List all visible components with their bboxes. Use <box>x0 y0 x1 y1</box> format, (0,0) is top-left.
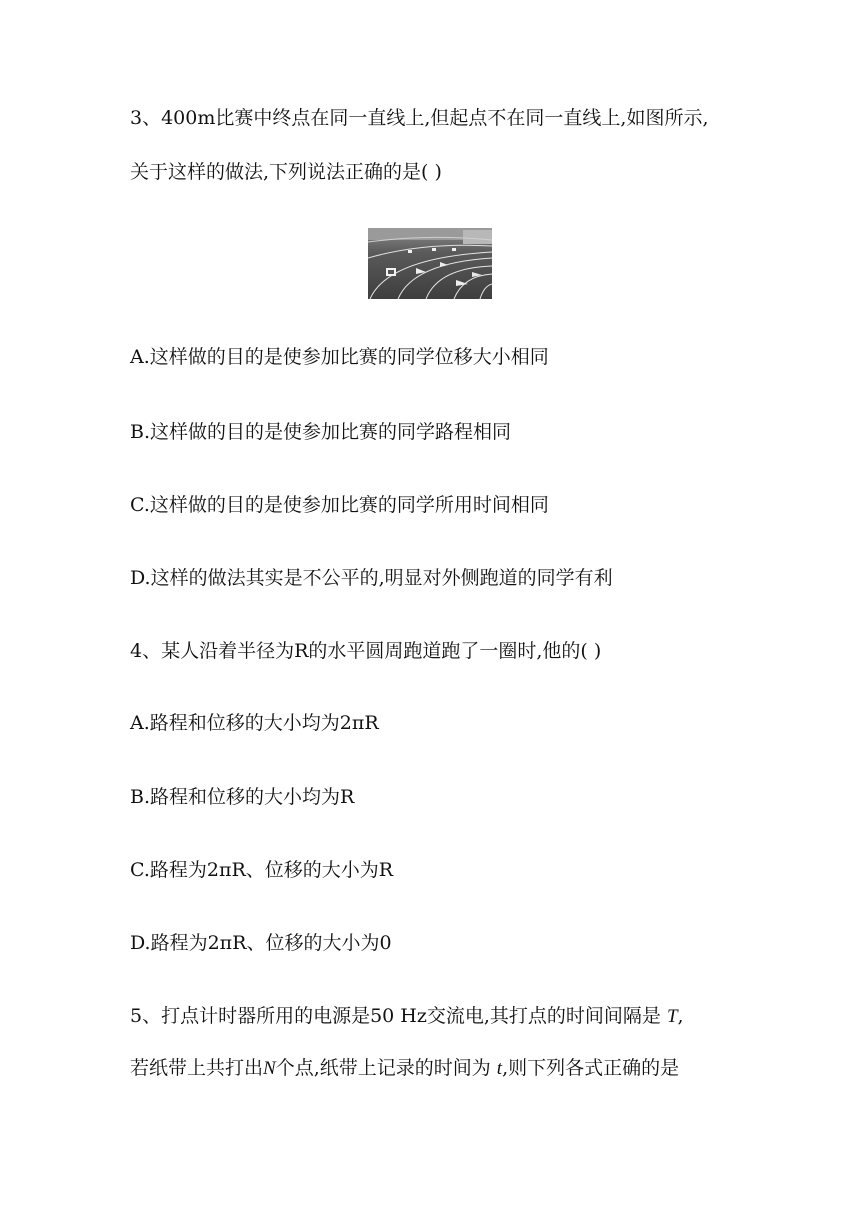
question-4-option-b: B.路程和位移的大小均为R <box>130 786 355 808</box>
question-4-option-d: D.路程为2πR、位移的大小为0 <box>130 932 392 954</box>
question-3-option-a: A.这样做的目的是使参加比赛的同学位移大小相同 <box>130 346 549 368</box>
question-4-option-a: A.路程和位移的大小均为2πR <box>130 712 379 734</box>
question-3-option-c: C.这样做的目的是使参加比赛的同学所用时间相同 <box>130 494 549 516</box>
question-5-text: 5、打点计时器所用的电源是50 Hz交流电,其打点的时间间隔是 <box>130 1005 667 1027</box>
question-3-option-d: D.这样的做法其实是不公平的,明显对外侧跑道的同学有利 <box>130 567 613 589</box>
running-track-photo <box>368 228 492 299</box>
question-5-text: 若纸带上共打出 <box>130 1057 264 1079</box>
question-5-text: 个点,纸带上记录的时间为 <box>275 1057 497 1079</box>
variable-t-time: t <box>496 1058 503 1079</box>
question-3-stem-line-1: 3、400m比赛中终点在同一直线上,但起点不在同一直线上,如图所示, <box>130 107 709 129</box>
question-5-text: , <box>677 1005 684 1027</box>
variable-n-count: N <box>263 1058 276 1079</box>
question-5-text: ,则下列各式正确的是 <box>502 1057 680 1079</box>
question-3-option-b: B.这样做的目的是使参加比赛的同学路程相同 <box>130 421 512 443</box>
question-4-stem: 4、某人沿着半径为R的水平圆周跑道跑了一圈时,他的( ) <box>130 640 602 662</box>
question-4-option-c: C.路程为2πR、位移的大小为R <box>130 859 394 881</box>
question-3-stem-line-2: 关于这样的做法,下列说法正确的是( ) <box>130 161 442 183</box>
question-5-stem-line-1 <box>130 1004 684 1029</box>
variable-t-period: T <box>666 1006 678 1027</box>
question-5-stem-line-2 <box>130 1056 679 1081</box>
